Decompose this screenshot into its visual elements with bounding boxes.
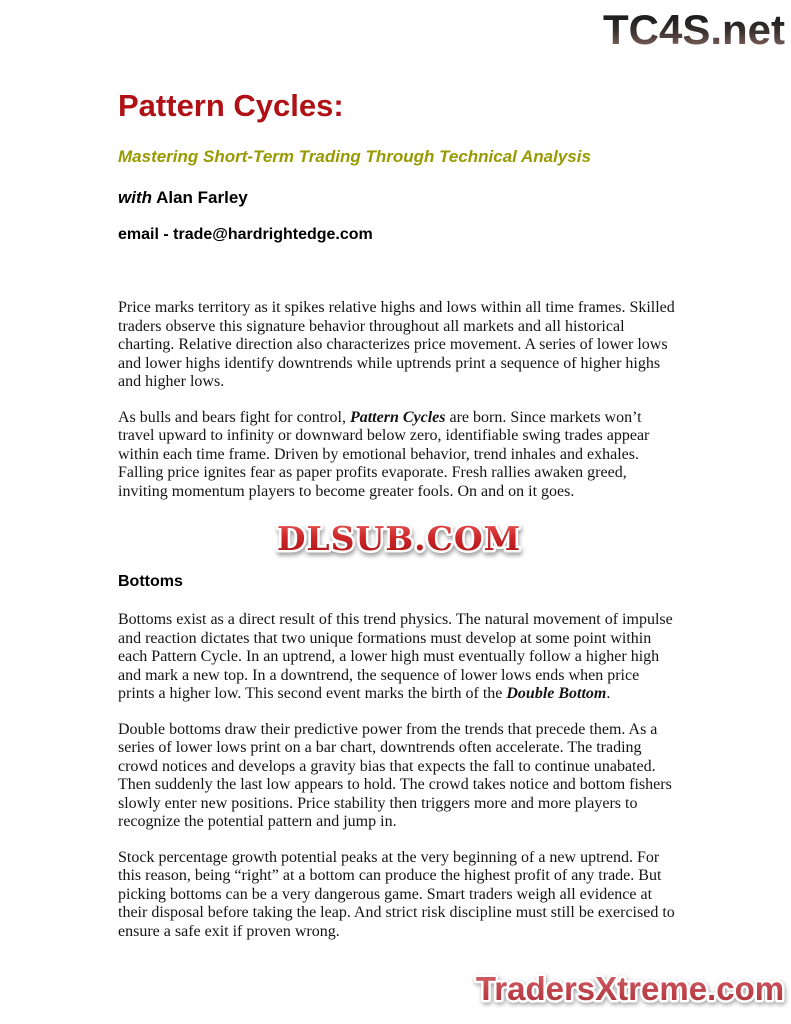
paragraph — [118, 849, 679, 942]
tc4s-site-logo[interactable] — [571, 3, 789, 60]
text-run: Price marks territory as it spikes relative highs and lows within all time frames. Skilled traders observe this signature behavior throughout all markets and all historical charting. Relative direction also characterizes price movement. A series of lower lows and lower highs identify downtrends while uptrends print a sequence of higher highs and higher lows. — [118, 299, 675, 390]
page-subtitle: Mastering Short-Term Trading Through Technical Analysis — [118, 147, 591, 166]
paragraph — [118, 299, 679, 392]
byline-author: Alan Farley — [152, 188, 248, 207]
section-heading-bottoms: Bottoms — [118, 573, 183, 590]
dlsub-watermark[interactable] — [118, 514, 679, 567]
page-title: Pattern Cycles: — [118, 88, 344, 123]
byline — [118, 188, 679, 208]
tc4s-logo-text: TC4S.net — [602, 6, 785, 53]
emphasized-text: Double Bottom — [506, 685, 607, 702]
text-run: Stock percentage growth potential peaks at the very beginning of a new uptrend. For this reason, being “right” at a bottom can produce the highest profit of any trade. But picking bottoms can be a very dangerous game. Smart traders weigh all evidence at their disposal before taking the leap. And strict risk discipline must still be exercised to ensure a safe exit if proven wrong. — [118, 848, 675, 940]
dlsub-logo-text: DLSUB.COM — [276, 519, 521, 558]
paragraph — [118, 409, 679, 502]
text-run: Bottoms exist as a direct result of this trend physics. The natural movement of impulse and reaction dictates that two unique formations must develop at some point within each Pattern Cycle. In an uptrend, a lower high must eventually follow a higher high and mark a new top. In a downtrend, the sequence of lower lows ends when price prints a higher low. This second event marks the birth of the — [118, 611, 673, 702]
body-copy — [118, 299, 679, 941]
dlsub-logo-graphic — [253, 514, 545, 562]
text-run: As bulls and bears fight for control, — [118, 408, 350, 426]
document-content — [118, 88, 679, 958]
paragraph — [118, 721, 679, 832]
byline-prefix: with — [118, 188, 152, 207]
paragraph — [118, 611, 679, 704]
tradersxtreme-logo-text: TradersXtreme.com — [475, 970, 785, 1007]
text-run: Double bottoms draw their predictive power from the trends that precede them. As a series of lower lows print on a bar chart, downtrends often accelerate. The trading crowd notices and develops a gravity bias that expects the fall to continue unabated. Then suddenly the last low appears to hold. The crowd takes notice and bottom fishers slowly enter new positions. Price stability then triggers more and more players to recognize the potential pattern and jump in. — [118, 720, 672, 830]
email-line: email - trade@hardrightedge.com — [118, 226, 373, 243]
tradersxtreme-logo-graphic — [471, 966, 789, 1012]
emphasized-text: Pattern Cycles — [349, 408, 446, 426]
tc4s-logo-graphic — [571, 3, 789, 55]
tradersxtreme-banner[interactable] — [471, 966, 789, 1017]
text-run: . — [606, 685, 611, 702]
text-run: are born. Since markets won’t travel upward to infinity or downward below zero, identifiable swing trades appear within each time frame. Driven by emotional behavior, trend inhales and exhales. Falling price ignites fear as paper profits evaporate. Fresh rallies awaken greed, inviting momentum players to become greater fools. On and on it goes. — [118, 408, 650, 500]
